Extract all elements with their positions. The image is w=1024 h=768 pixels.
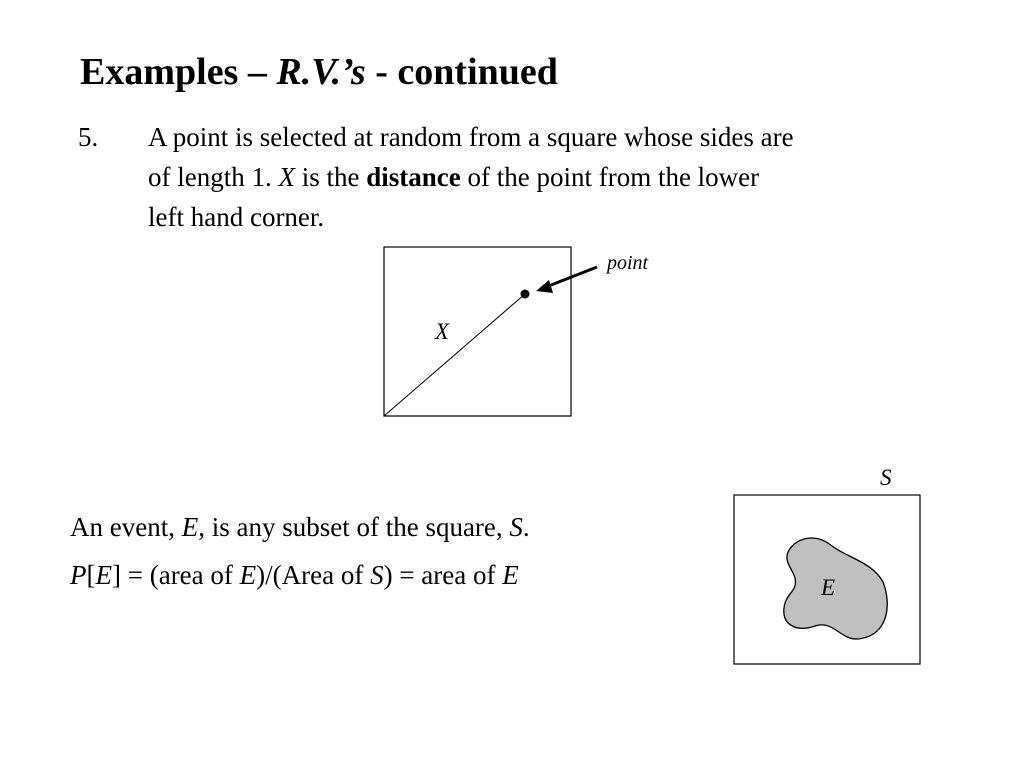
event-region [784,538,887,639]
event-l2-e3: E [502,560,519,590]
unit-square [384,247,571,416]
item-line-2-b: is the [294,162,367,192]
event-l1-e: E [181,512,199,542]
item-line-2-a: of length 1. [148,162,279,192]
random-point [521,290,530,299]
event-diagram [734,465,920,664]
x-label: X [435,319,450,344]
item-line-1: A point is selected at random from a square whose sides are [148,122,794,152]
event-l2-p: P [70,560,87,590]
e-label: E [821,575,836,600]
distance-diagram [384,247,649,416]
event-l1-c: . [522,512,530,542]
event-l2-e: E [95,560,112,590]
item-bold-distance: distance [366,162,461,192]
event-l1-a: An event, [70,512,182,542]
event-line-1 [70,503,530,551]
event-l2-e2: E [239,560,257,590]
item-number: 5. [78,122,99,152]
point-label: point [607,252,649,274]
item-variable-x: X [278,162,295,192]
event-line-2 [70,551,530,599]
event-l2-c: )/(Area of [256,560,371,590]
event-definition [70,503,530,599]
title-italic: R.V.’s [276,51,366,93]
event-l1-s: S [509,512,523,542]
s-label: S [880,465,892,490]
title-suffix: - continued [365,51,558,93]
event-l2-s: S [370,560,384,590]
event-l2-d: ) = area of [383,560,503,590]
event-l2-a: [ [86,560,96,590]
pointer-arrow-head [536,280,553,293]
event-l2-b: ] = (area of [112,560,240,590]
item-line-3: left hand corner. [148,202,325,232]
distance-line [384,294,525,416]
event-l1-b: , is any subset of the square, [198,512,510,542]
item-line-2-c: of the point from the lower [460,162,760,192]
title-prefix: Examples – [80,51,277,93]
